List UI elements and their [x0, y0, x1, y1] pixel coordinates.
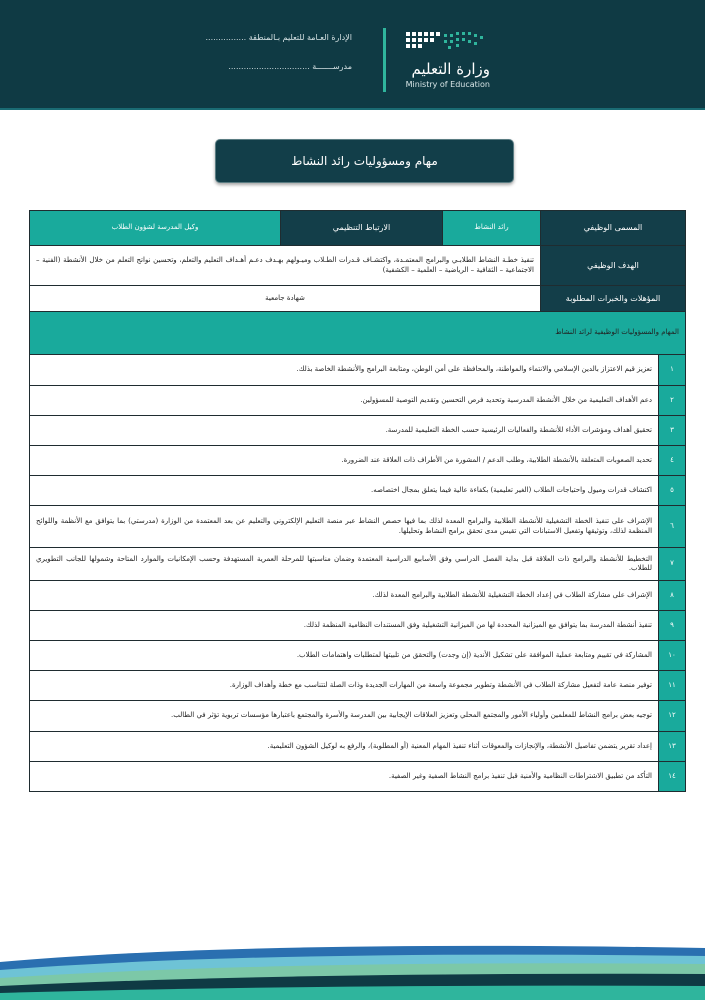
qualifications-row: [30, 286, 686, 312]
table-row: [30, 611, 686, 641]
footer-wave-decoration: [0, 900, 705, 1000]
table-row: [30, 476, 686, 506]
task-number: ٤: [659, 446, 686, 476]
table-row: [30, 446, 686, 476]
task-number: ١٠: [659, 641, 686, 671]
task-text: التخطيط للأنشطة والبرامج ذات العلاقة قبل بداية الفصل الدراسي وفق الأسابيع الدراسية المعتمدة وضمان مناسبتها للمرحلة العمرية المستهدفة وحسب الإمكانيات والموارد المتاحة وشمولها للجانب التطويري للطلاب.: [30, 548, 659, 581]
task-number: ١٢: [659, 701, 686, 732]
goal-value: تنفيذ خطـة النشاط الطلابـي والبرامج المعتمـدة، واكتشـاف قـدرات الطـلاب وميـولهم بهـدف دعـم أهـداف التعليم والتعلم، وتحسين نواتج التعلم من خلال الأنشطة (الفنية – الاجتماعية – الثقافية – الرياضية – العلمية – الكشفية): [30, 246, 541, 286]
logo-divider: [383, 28, 386, 92]
task-number: ٩: [659, 611, 686, 641]
task-text: تحقيق أهداف ومؤشرات الأداء للأنشطة والفعاليات الرئيسية حسب الخطة التعليمية للمدرسة.: [30, 416, 659, 446]
task-number: ١١: [659, 671, 686, 701]
task-number: ٧: [659, 548, 686, 581]
task-text: اكتشاف قدرات وميول واحتياجات الطلاب (الغير تعليمية) بكفاءة عالية فيما يتعلق بمجال اختصاصه.: [30, 476, 659, 506]
goal-label: الهدف الوظيفي: [541, 246, 686, 286]
task-text: المشاركة في تقييم ومتابعة عملية الموافقة على تشكيل الأندية (إن وجدت) والتحقق من تلبيتها لمتطلبات واهتمامات الطلاب.: [30, 641, 659, 671]
school-line: مدرســـــــة ................................: [228, 62, 352, 71]
task-text: توجيه بعض برامج النشاط للمعلمين وأولياء الأمور والمجتمع المحلي وتعزيز العلاقات الإيجابية بين المدرسة والأسرة والمجتمع باعتبارها مؤسسات تربوية تؤثر في الطالب.: [30, 701, 659, 732]
ministry-name-en: Ministry of Education: [405, 80, 490, 89]
org-link-label: الارتباط التنظيمي: [281, 211, 443, 246]
table-row: [30, 732, 686, 762]
admin-line: الإدارة العـامة للتعليم بـالمنطقة ................: [205, 33, 352, 42]
header-divider: [0, 108, 705, 110]
task-text: دعم الأهداف التعليمية من خلال الأنشطة المدرسية وتحديد فرص التحسين وتقديم التوصية للمسؤولين.: [30, 386, 659, 416]
task-text: إعداد تقرير يتضمن تفاصيل الأنشطة، والإنجازات والمعوقات أثناء تنفيذ المهام المعنية (أو المطلوبة)، والرفع به لوكيل الشؤون التعليمية.: [30, 732, 659, 762]
table-row: [30, 548, 686, 581]
table-row: [30, 641, 686, 671]
qualifications-value: شهادة جامعية: [30, 286, 541, 312]
task-number: ٣: [659, 416, 686, 446]
task-text: تنفيذ أنشطة المدرسة بما يتوافق مع الميزانية المحددة لها من الميزانية التشغيلية وفق المستندات النظامية المنظمة لذلك.: [30, 611, 659, 641]
table-row: [30, 581, 686, 611]
task-text: توفير منصة عامة لتفعيل مشاركة الطلاب في الأنشطة وتطوير مجموعة واسعة من المهارات الجديدة وذات الصلة لتتناسب مع خطة وأهداف الوزارة.: [30, 671, 659, 701]
task-text: الإشراف على تنفيذ الخطة التشغيلية للأنشطة الطلابية والبرامج المعدة لذلك بما فيها حصص النشاط عبر منصة التعليم الإلكتروني والتعليم عن بعد المعتمدة من الوزارة (مدرستي) بما يتوافق مع الأنظمة واللوائح المنظمة لذلك، وتوثيقها وتفعيل الاستبانات التي تقيس مدى تحقق برامج النشاط وتحليلها.: [30, 506, 659, 548]
goal-row: [30, 246, 686, 286]
section-title: المهام والمسؤوليات الوظيفية لرائد النشاط: [30, 312, 686, 355]
task-number: ١٣: [659, 732, 686, 762]
table-row: [30, 671, 686, 701]
table-row: [30, 355, 686, 386]
task-text: التأكد من تطبيق الاشتراطات النظامية والأمنية قبل تنفيذ برامج النشاط الصفية وغير الصفية.: [30, 762, 659, 792]
task-number: ٥: [659, 476, 686, 506]
qualifications-label: المؤهلات والخبرات المطلوبة: [541, 286, 686, 312]
page-title: مهام ومسؤوليات رائد النشاط: [215, 139, 514, 183]
task-number: ٢: [659, 386, 686, 416]
page-header: [0, 0, 705, 110]
responsibilities-table: [29, 210, 686, 792]
ministry-name-ar: وزارة التعليم: [411, 60, 490, 78]
job-title-label: المسمى الوظيفي: [541, 211, 686, 246]
section-header-row: [30, 312, 686, 355]
task-number: ١: [659, 355, 686, 386]
task-text: تحديد الصعوبات المتعلقة بالأنشطة الطلابية، وطلب الدعم / المشورة من الأطراف ذات العلاقة عند الضرورة.: [30, 446, 659, 476]
task-number: ١٤: [659, 762, 686, 792]
table-row: [30, 506, 686, 548]
table-row: [30, 701, 686, 732]
table-row: [30, 416, 686, 446]
table-row: [30, 386, 686, 416]
table-row: [30, 762, 686, 792]
task-text: تعزيز قيم الاعتزاز بالدين الإسلامي والانتماء والمواطنة، والمحافظة على أمن الوطن، ومتابعة البرامج والأنشطة الخاصة بذلك.: [30, 355, 659, 386]
ministry-logo-icon: [404, 30, 490, 52]
task-text: الإشراف على مشاركة الطلاب في إعداد الخطة التشغيلية للأنشطة الطلابية والبرامج المعدة لذلك.: [30, 581, 659, 611]
task-number: ٨: [659, 581, 686, 611]
org-link-value: وكيل المدرسة لشؤون الطلاب: [30, 211, 281, 246]
job-title-value: رائد النشاط: [443, 211, 541, 246]
job-title-row: [30, 211, 686, 246]
task-number: ٦: [659, 506, 686, 548]
